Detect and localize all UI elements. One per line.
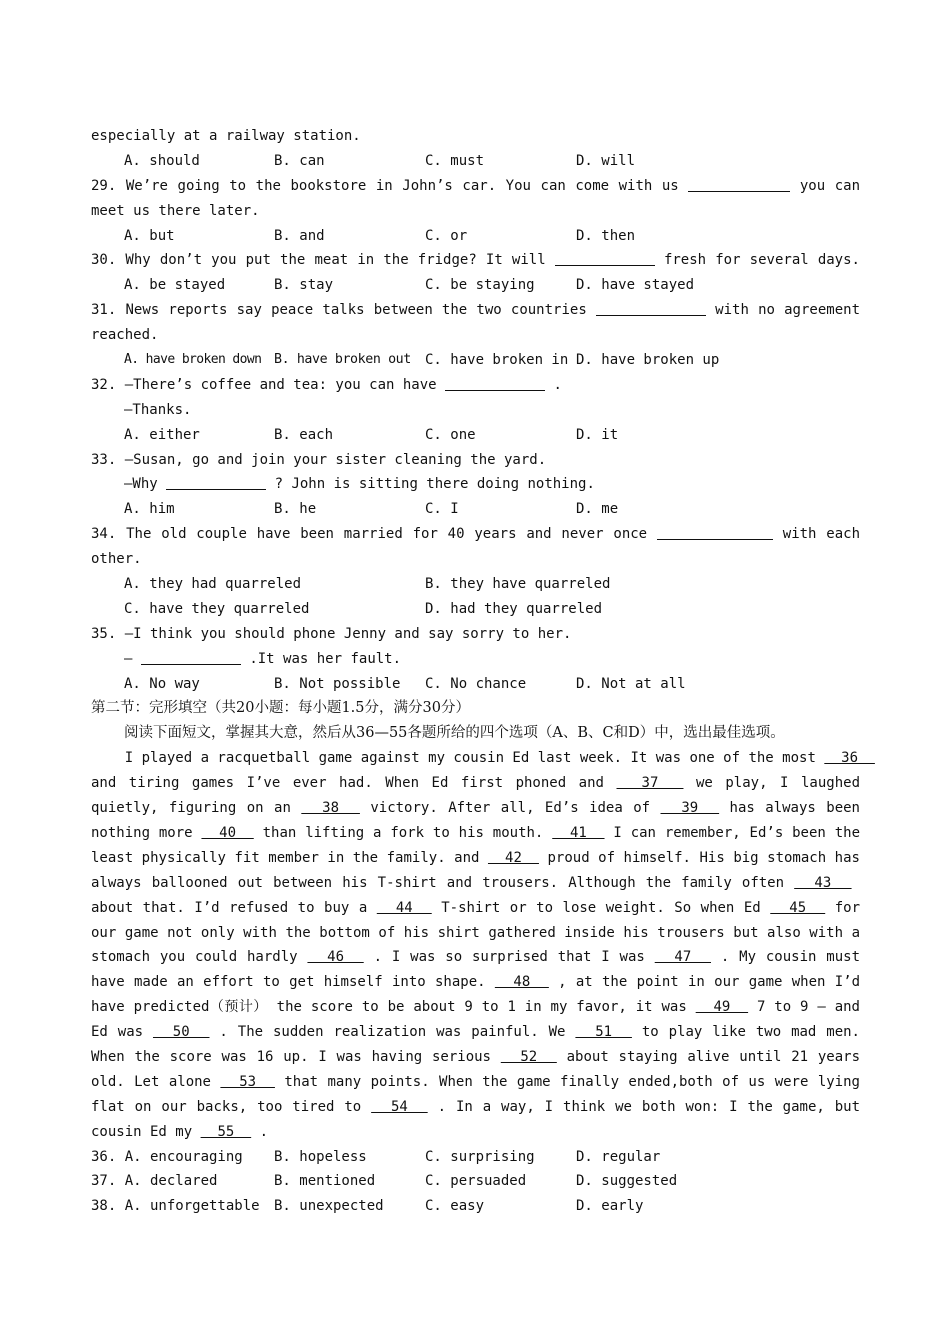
passage-text: always ballooned out between his T-shirt and trousers. Although the family often	[91, 874, 785, 891]
cloze-blank-37[interactable]: 37	[616, 775, 684, 792]
cloze-blank-39[interactable]: 39	[660, 800, 720, 817]
answer-blank[interactable]	[445, 375, 545, 391]
passage-text: victory. After all, Ed’s idea of	[370, 800, 651, 817]
cloze-blank-53[interactable]: 53	[220, 1073, 275, 1090]
q33-reply: —Why ? John is sitting there doing nothing.	[124, 476, 595, 493]
passage-line	[91, 995, 860, 1020]
q31-options	[91, 348, 860, 373]
q32-stem: 32. —There’s coffee and tea: you can have .	[91, 376, 562, 393]
option-c[interactable]: C. easy	[425, 1198, 485, 1215]
option-b[interactable]: B. stay	[274, 277, 334, 294]
q38-options	[91, 1194, 860, 1219]
q34-stem: 34. The old couple have been married for 40 years and never once with each	[91, 526, 861, 543]
option-a[interactable]: A. have broken down	[124, 352, 262, 368]
passage-text: have made an effort to get himself into shape.	[91, 974, 486, 991]
q36-options	[91, 1145, 860, 1170]
q28-options	[91, 149, 860, 174]
passage-text: , at the point in our game when I’d	[558, 974, 860, 991]
q35-reply: — .It was her fault.	[124, 650, 402, 667]
passage-text: proud of himself. His big stomach has	[547, 849, 860, 866]
passage-text: quietly, figuring on an	[91, 800, 291, 817]
passage-text: . In a way, I think we both won: I the game, but	[437, 1098, 861, 1115]
passage-text: than lifting a fork to his mouth.	[262, 824, 544, 841]
passage-line	[91, 1120, 860, 1145]
option-b[interactable]: B. can	[274, 152, 325, 169]
option-b[interactable]: B. have broken out	[274, 352, 411, 368]
option-c[interactable]: C. surprising	[425, 1148, 535, 1165]
q34-options-row1	[91, 572, 860, 597]
q34-options-row2	[91, 597, 860, 622]
option-d[interactable]: D. will	[576, 152, 636, 169]
q33-stem: 33. —Susan, go and join your sister cleaning the yard.	[91, 451, 547, 468]
option-a[interactable]: A. No way	[124, 675, 200, 692]
option-d[interactable]: D. me	[576, 501, 619, 518]
option-a[interactable]: A. him	[124, 501, 175, 518]
answer-blank[interactable]	[596, 300, 706, 316]
option-d[interactable]: D. then	[576, 227, 636, 244]
cloze-passage	[91, 746, 875, 1144]
option-b[interactable]: B. Not possible	[274, 675, 401, 692]
passage-line	[91, 771, 860, 796]
q37-options	[91, 1169, 860, 1194]
passage-line	[91, 871, 860, 896]
option-d[interactable]: D. regular	[576, 1148, 661, 1165]
passage-text: have predicted（预计） the score to be about 9 to 1 in my favor, it was	[91, 999, 687, 1016]
option-a[interactable]: A. should	[124, 152, 200, 169]
passage-text: nothing more	[91, 824, 193, 841]
passage-line	[91, 821, 860, 846]
q30-options	[91, 273, 860, 298]
cloze-blank-36[interactable]: 36	[824, 750, 875, 767]
passage-text: T-shirt or to lose weight. So when Ed	[441, 899, 761, 916]
answer-blank[interactable]	[555, 250, 655, 266]
option-a[interactable]: 37. A. declared	[91, 1173, 218, 1190]
passage-line	[91, 1095, 860, 1120]
passage-text: I can remember, Ed’s been the	[613, 824, 860, 841]
option-b[interactable]: B. unexpected	[274, 1198, 384, 1215]
passage-text: about that. I’d refused to buy a	[91, 899, 368, 916]
cloze-blank-54[interactable]: 54	[371, 1098, 428, 1115]
option-b[interactable]: B. he	[274, 501, 317, 518]
option-d[interactable]: D. have broken up	[576, 352, 720, 369]
passage-text: Ed was	[91, 1024, 144, 1041]
passage-text: about staying alive until 21 years	[566, 1048, 860, 1065]
passage-text: . I was so surprised that I was	[373, 949, 645, 966]
passage-text: . The sudden realization was painful. We	[219, 1024, 566, 1041]
passage-text: cousin Ed my	[91, 1123, 193, 1140]
cloze-blank-55[interactable]: 55	[200, 1123, 252, 1140]
option-d[interactable]: D. suggested	[576, 1173, 678, 1190]
passage-line	[91, 896, 860, 921]
exam-page	[91, 124, 875, 1219]
option-d[interactable]: D. had they quarreled	[425, 600, 603, 617]
passage-text: for	[834, 899, 861, 916]
cloze-blank-41[interactable]: 41	[552, 824, 605, 841]
answer-blank[interactable]	[657, 524, 773, 540]
option-a[interactable]: 38. A. unforgettable	[91, 1198, 260, 1215]
option-a[interactable]: A. either	[124, 426, 200, 443]
option-a[interactable]: A. they had quarreled	[124, 576, 302, 593]
passage-text: . My cousin must	[720, 949, 860, 966]
passage-text: has always been	[729, 800, 860, 817]
q30-stem: 30. Why don’t you put the meat in the fridge? It will fresh for several days.	[91, 252, 860, 269]
cloze-blank-52[interactable]: 52	[500, 1048, 557, 1065]
cloze-blank-45[interactable]: 45	[770, 899, 826, 916]
passage-line	[91, 1020, 860, 1045]
q28-stem-end: especially at a railway station.	[91, 128, 361, 144]
option-b[interactable]: B. and	[274, 227, 325, 244]
q34-stem-end: other.	[91, 551, 142, 568]
option-d[interactable]: D. it	[576, 426, 619, 443]
q35-stem: 35. —I think you should phone Jenny and say sorry to her.	[91, 625, 572, 642]
cloze-blank-48[interactable]: 48	[494, 974, 549, 991]
passage-line	[91, 970, 860, 995]
option-c[interactable]: C. have broken in	[425, 352, 569, 369]
answer-blank[interactable]	[141, 649, 241, 665]
q32-options	[91, 423, 860, 448]
q29-stem-end: meet us there later.	[91, 202, 260, 219]
passage-line	[91, 921, 860, 946]
cloze-blank-47[interactable]: 47	[654, 949, 711, 966]
passage-text: least physically fit member in the family. and	[91, 849, 480, 866]
q31-stem-end: reached.	[91, 327, 159, 344]
passage-line	[91, 945, 860, 970]
option-c[interactable]: C. be staying	[425, 277, 535, 294]
passage-text: our game not only with the bottom of his shirt gathered inside his trousers but also with a	[91, 924, 860, 941]
passage-text: that many points. When the game finally ended,both of us were lying	[284, 1073, 860, 1090]
passage-line	[91, 1045, 860, 1070]
option-c[interactable]: C. No chance	[425, 675, 527, 692]
option-c[interactable]: C. must	[425, 152, 485, 169]
cloze-blank-46[interactable]: 46	[307, 949, 364, 966]
cloze-blank-38[interactable]: 38	[301, 800, 360, 817]
option-b[interactable]: B. each	[274, 426, 334, 443]
option-a[interactable]: A. but	[124, 227, 175, 244]
cloze-blank-51[interactable]: 51	[575, 1024, 632, 1041]
passage-text: and tiring games I’ve ever had. When Ed first phoned and	[91, 775, 604, 792]
option-c[interactable]: C. persuaded	[425, 1173, 527, 1190]
section-instructions: 阅读下面短文，掌握其大意，然后从36—55各题所给的四个选项（A、B、C和D）中，选出最佳选项。	[124, 725, 785, 742]
option-a[interactable]: 36. A. encouraging	[91, 1148, 243, 1165]
option-c[interactable]: C. or	[425, 227, 468, 244]
answer-blank[interactable]	[688, 176, 790, 192]
passage-text: stomach you could hardly	[91, 949, 298, 966]
q33-options	[91, 497, 860, 522]
passage-text: 7 to 9 — and	[756, 999, 860, 1016]
passage-line	[91, 846, 860, 871]
passage-text: When the score was 16 up. I was having serious	[91, 1048, 491, 1065]
passage-text: to play like two mad men.	[641, 1024, 860, 1041]
option-b[interactable]: B. hopeless	[274, 1148, 367, 1165]
cloze-blank-40[interactable]: 40	[201, 824, 254, 841]
section-heading: 第二节：完形填空（共20小题：每小题1.5分，满分30分）	[91, 700, 470, 717]
cloze-blank-43[interactable]: 43	[794, 874, 852, 891]
passage-text: we play, I laughed	[696, 775, 861, 792]
cloze-blank-49[interactable]: 49	[695, 999, 749, 1016]
option-d[interactable]: D. early	[576, 1198, 644, 1215]
passage-text: .	[259, 1123, 269, 1140]
option-a[interactable]: A. be stayed	[124, 277, 226, 294]
q29-options	[91, 224, 860, 249]
passage-line	[91, 1070, 860, 1095]
q29-stem: 29. We’re going to the bookstore in John’s car. You can come with us you can	[91, 177, 860, 194]
option-b[interactable]: B. they have quarreled	[425, 576, 611, 593]
option-b[interactable]: B. mentioned	[274, 1173, 376, 1190]
cloze-blank-42[interactable]: 42	[487, 849, 539, 866]
cloze-blank-44[interactable]: 44	[376, 899, 432, 916]
passage-line	[91, 746, 875, 771]
option-c[interactable]: C. one	[425, 426, 476, 443]
passage-text: I played a racquetball game against my cousin Ed last week. It was one of the most	[91, 750, 816, 767]
passage-text: flat on our backs, too tired to	[91, 1098, 362, 1115]
option-d[interactable]: D. Not at all	[576, 675, 686, 692]
passage-line	[91, 796, 860, 821]
q35-options	[91, 672, 860, 697]
q31-stem: 31. News reports say peace talks between the two countries with no agreement	[91, 302, 860, 319]
passage-text: old. Let alone	[91, 1073, 211, 1090]
option-c[interactable]: C. I	[425, 501, 459, 518]
option-d[interactable]: D. have stayed	[576, 277, 695, 294]
option-c[interactable]: C. have they quarreled	[124, 600, 310, 617]
cloze-blank-50[interactable]: 50	[152, 1024, 210, 1041]
answer-blank[interactable]	[166, 474, 266, 490]
q32-reply: —Thanks.	[124, 401, 192, 418]
